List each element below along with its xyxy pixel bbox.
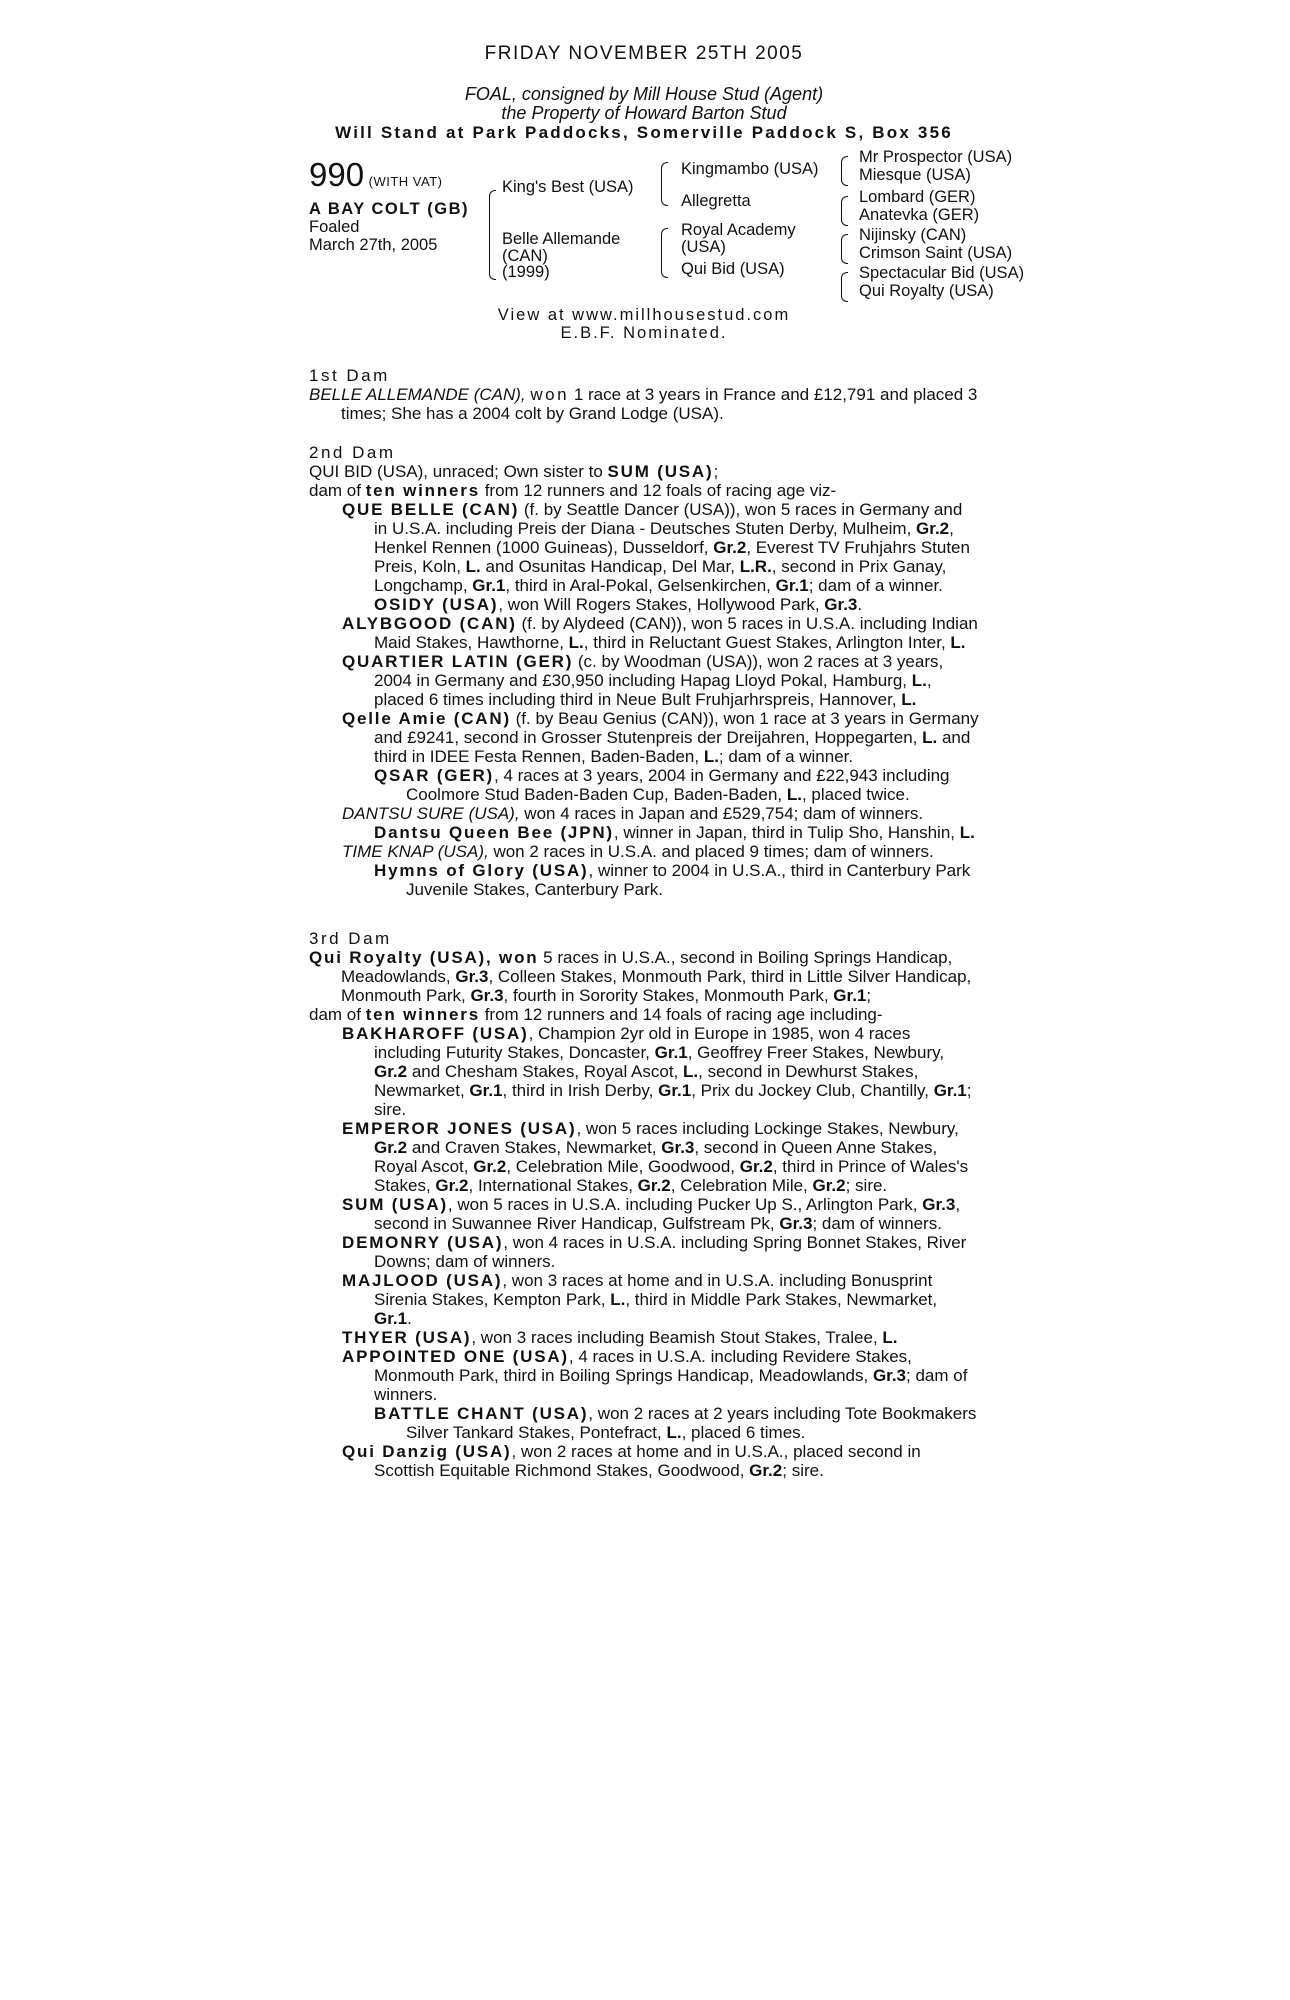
view-link-line: View at www.millhousestud.com bbox=[497, 306, 791, 324]
list-item: QSAR (GER), 4 races at 3 years, 2004 in Germany and £22,943 including Coolmore Stud Baden-Baden Cup, Baden-Baden, L., placed twice. bbox=[374, 766, 950, 804]
pedigree-brace-g1 bbox=[841, 156, 848, 186]
pedigree-sire-dam: Allegretta bbox=[681, 192, 751, 210]
list-item: EMPEROR JONES (USA), won 5 races including Lockinge Stakes, Newbury, Gr.2 and Craven Stakes, Newmarket, Gr.3, second in Queen Anne Stakes, Royal Ascot, Gr.2, Celebration Mile, Goodwood, Gr.2, third in Prince of Wales's Stakes, Gr.2, International Stakes, Gr.2, Celebration Mile, Gr.2; sire. bbox=[342, 1119, 969, 1195]
second-dam-summary: dam of ten winners from 12 runners and 12 foals of racing age viz- bbox=[309, 481, 837, 500]
pedigree-g3: Lombard (GER) bbox=[859, 188, 976, 206]
pedigree-sire-sire: Kingmambo (USA) bbox=[681, 160, 819, 178]
list-item: QUARTIER LATIN (GER) (c. by Woodman (USA)), won 2 races at 3 years, 2004 in Germany and £30,950 including Hapag Lloyd Pokal, Hamburg, L., placed 6 times including third in Neue Bult Fruhjarhrspreis, Hannover, L. bbox=[342, 652, 944, 709]
list-item: DEMONRY (USA), won 4 races in U.S.A. including Spring Bonnet Stakes, River Downs; dam of winners. bbox=[342, 1233, 967, 1271]
consignor-line: FOAL, consigned by Mill House Stud (Agent) bbox=[464, 84, 824, 104]
second-dam-intro: QUI BID (USA), unraced; Own sister to SUM (USA); bbox=[309, 462, 719, 481]
list-item: MAJLOOD (USA), won 3 races at home and in U.S.A. including Bonusprint Sirenia Stakes, Kempton Park, L., third in Middle Park Stakes, Newmarket, Gr.1. bbox=[342, 1271, 938, 1328]
lot-description: A BAY COLT (GB) bbox=[309, 200, 470, 218]
list-item: Hymns of Glory (USA), winner to 2004 in U.S.A., third in Canterbury Park Juvenile Stakes, Canterbury Park. bbox=[374, 861, 971, 899]
pedigree-g8: Qui Royalty (USA) bbox=[859, 282, 994, 300]
vat-note: (WITH VAT) bbox=[368, 174, 443, 189]
pedigree-dam-dam: Qui Bid (USA) bbox=[681, 260, 785, 278]
pedigree-dam-line3: (1999) bbox=[502, 263, 550, 281]
list-item: QUE BELLE (CAN) (f. by Seattle Dancer (USA)), won 5 races in Germany and in U.S.A. including Preis der Diana - Deutsches Stuten Derby, Mulheim, Gr.2, Henkel Rennen (1000 Guineas), Dusseldorf, Gr.2, Everest TV Fruhjahrs Stuten Preis, Koln, L. and Osunitas Handicap, Del Mar, L.R., second in Prix Ganay, Longchamp, Gr.1, third in Aral-Pokal, Gelsenkirchen, Gr.1; dam of a winner. bbox=[342, 500, 970, 595]
list-item: SUM (USA), won 5 races in U.S.A. including Pucker Up S., Arlington Park, Gr.3, second in Suwannee River Handicap, Gulfstream Pk, Gr.3; dam of winners. bbox=[342, 1195, 961, 1233]
first-dam-name: BELLE ALLEMANDE (CAN), bbox=[309, 385, 526, 404]
third-dam-section bbox=[309, 929, 979, 1480]
property-line: the Property of Howard Barton Stud bbox=[501, 103, 787, 123]
list-item: BATTLE CHANT (USA), won 2 races at 2 years including Tote Bookmakers Silver Tankard Stakes, Pontefract, L., placed 6 times. bbox=[374, 1404, 977, 1442]
catalogue-page bbox=[309, 43, 1025, 1480]
third-dam-heading: 3rd Dam bbox=[309, 929, 392, 948]
pedigree-g1: Mr Prospector (USA) bbox=[859, 148, 1013, 166]
list-item: DANTSU SURE (USA), won 4 races in Japan and £529,754; dam of winners. bbox=[342, 804, 924, 823]
second-dam-heading: 2nd Dam bbox=[309, 443, 396, 462]
pedigree-g2: Miesque (USA) bbox=[859, 166, 971, 184]
foaled-date: March 27th, 2005 bbox=[309, 236, 438, 254]
first-dam-heading: 1st Dam bbox=[309, 366, 390, 385]
pedigree-dam-line1: Belle Allemande bbox=[502, 230, 621, 248]
pedigree-table bbox=[309, 148, 1025, 356]
list-item: TIME KNAP (USA), won 2 races in U.S.A. and placed 9 times; dam of winners. bbox=[342, 842, 934, 861]
first-dam-entry: BELLE ALLEMANDE (CAN), won 1 race at 3 years in France and £12,791 and placed 3 times; She has a 2004 colt by Grand Lodge (USA). bbox=[309, 385, 978, 423]
foaled-label: Foaled bbox=[309, 218, 360, 236]
lot-number-block bbox=[309, 158, 443, 192]
pedigree-g5: Nijinsky (CAN) bbox=[859, 226, 967, 244]
list-item: Qelle Amie (CAN) (f. by Beau Genius (CAN)), won 1 race at 3 years in Germany and £9241, second in Grosser Stutenpreis der Dreijahren, Hoppegarten, L. and third in IDEE Festa Rennen, Baden-Baden, L.; dam of a winner. bbox=[342, 709, 979, 766]
sale-date: FRIDAY NOVEMBER 25TH 2005 bbox=[484, 43, 804, 64]
pedigree-sire: King's Best (USA) bbox=[502, 178, 634, 196]
third-dam-summary: dam of ten winners from 12 runners and 14 foals of racing age including- bbox=[309, 1005, 883, 1024]
pedigree-brace-sire bbox=[661, 162, 668, 206]
pedigree-brace-main bbox=[489, 190, 496, 280]
list-item: Dantsu Queen Bee (JPN), winner in Japan, third in Tulip Sho, Hanshin, L. bbox=[374, 823, 975, 842]
list-item: OSIDY (USA), won Will Rogers Stakes, Hollywood Park, Gr.3. bbox=[374, 595, 863, 614]
third-dam-entry: Qui Royalty (USA), won 5 races in U.S.A., second in Boiling Springs Handicap, Meadowlands, Gr.3, Colleen Stakes, Monmouth Park, third in Little Silver Handicap, Monmouth Park, Gr.3, fourth in Sorority Stakes, Monmouth Park, Gr.1; bbox=[309, 948, 972, 1005]
list-item: ALYBGOOD (CAN) (f. by Alydeed (CAN)), won 5 races in U.S.A. including Indian Maid Stakes, Hawthorne, L., third in Reluctant Guest Stakes, Arlington Inter, L. bbox=[342, 614, 978, 652]
pedigree-dam-line2: (CAN) bbox=[502, 247, 548, 265]
pedigree-dam-sire-line1: Royal Academy bbox=[681, 221, 796, 239]
list-item: Qui Danzig (USA), won 2 races at home and in U.S.A., placed second in Scottish Equitable Richmond Stakes, Goodwood, Gr.2; sire. bbox=[342, 1442, 921, 1480]
lot-number: 990 bbox=[309, 156, 365, 193]
pedigree-g6: Crimson Saint (USA) bbox=[859, 244, 1013, 262]
list-item: APPOINTED ONE (USA), 4 races in U.S.A. including Revidere Stakes, Monmouth Park, third in Boiling Springs Handicap, Meadowlands, Gr.3; dam of winners. bbox=[342, 1347, 968, 1404]
list-item: THYER (USA), won 3 races including Beamish Stout Stakes, Tralee, L. bbox=[342, 1328, 898, 1347]
location-line: Will Stand at Park Paddocks, Somerville Paddock S, Box 356 bbox=[335, 123, 953, 142]
pedigree-dam-sire-line2: (USA) bbox=[681, 238, 726, 256]
pedigree-g4: Anatevka (GER) bbox=[859, 206, 980, 224]
list-item: BAKHAROFF (USA), Champion 2yr old in Europe in 1985, won 4 races including Futurity Stakes, Doncaster, Gr.1, Geoffrey Freer Stakes, Newbury, Gr.2 and Chesham Stakes, Royal Ascot, L., second in Dewhurst Stakes, Newmarket, Gr.1, third in Irish Derby, Gr.1, Prix du Jockey Club, Chantilly, Gr.1; sire. bbox=[342, 1024, 972, 1119]
pedigree-brace-g3 bbox=[841, 234, 848, 264]
pedigree-brace-dam bbox=[661, 228, 668, 278]
ebf-line: E.B.F. Nominated. bbox=[560, 324, 728, 342]
second-dam-section bbox=[309, 443, 979, 899]
pedigree-brace-g2 bbox=[841, 196, 848, 226]
pedigree-brace-g4 bbox=[841, 272, 848, 302]
first-dam-section bbox=[309, 366, 979, 423]
pedigree-g7: Spectacular Bid (USA) bbox=[859, 264, 1025, 282]
